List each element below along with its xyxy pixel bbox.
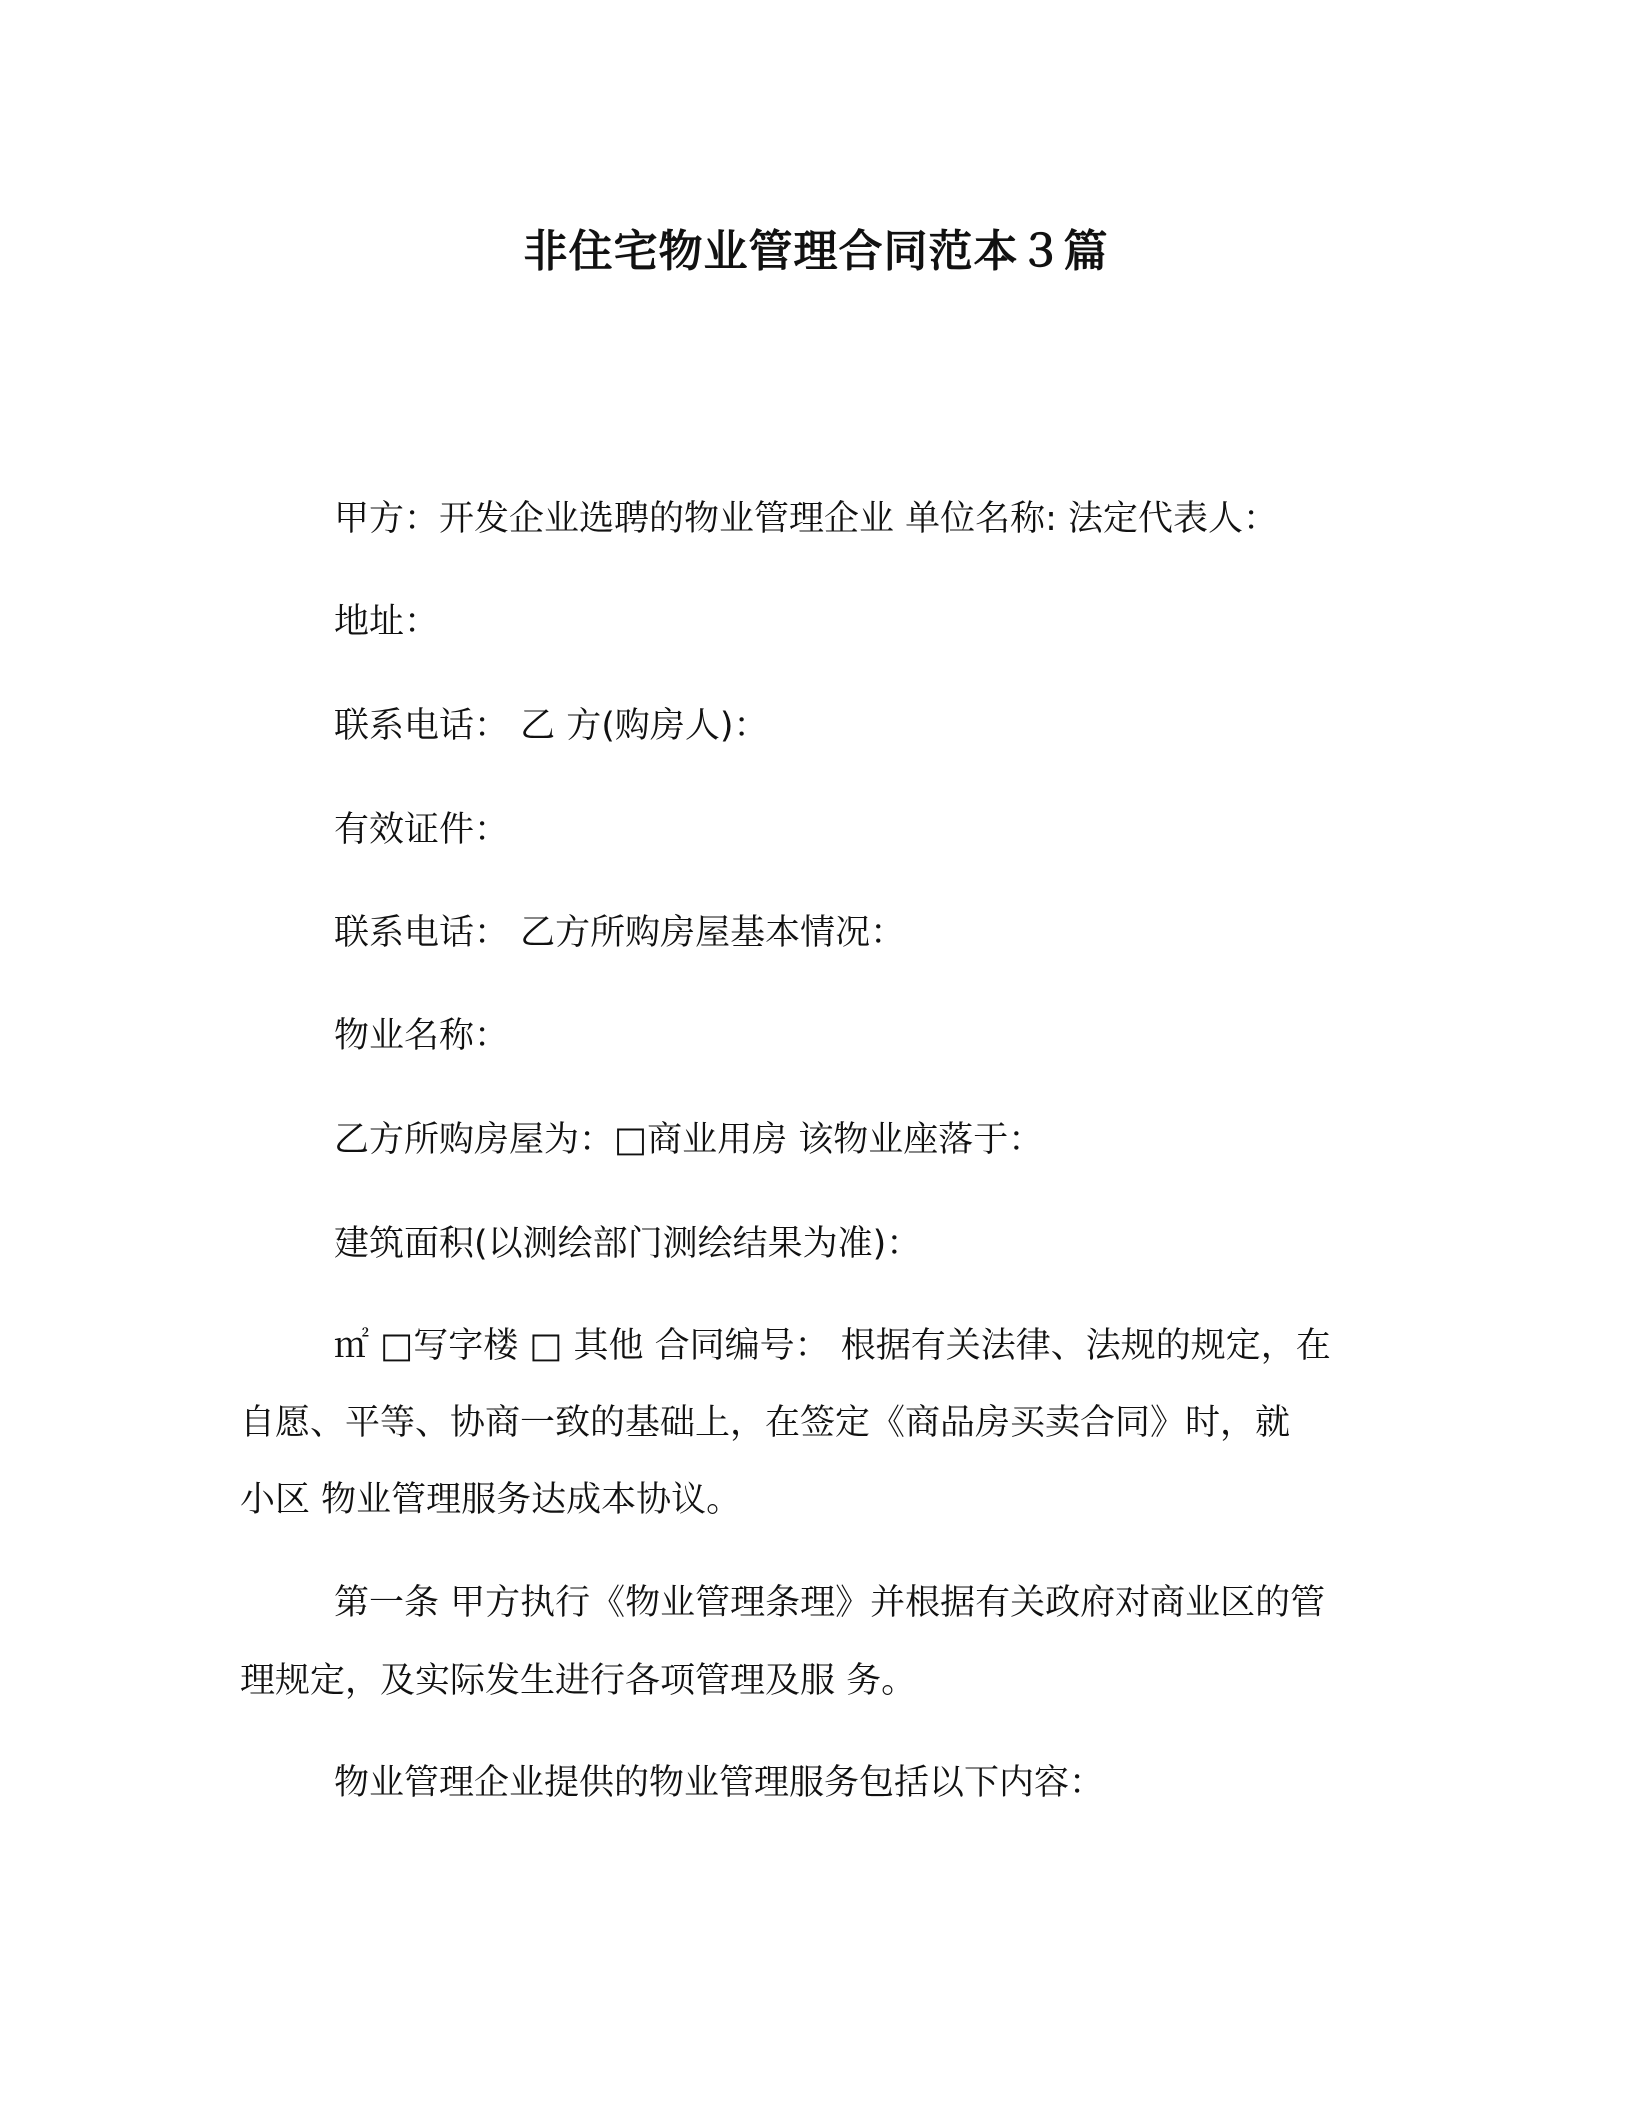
article-one-line: 第一条 甲方执行《物业管理条理》并根据有关政府对商业区的管: [334, 1583, 1326, 1623]
party-a-line: 甲方：开发企业选聘的物业管理企业 单位名称: 法定代表人：: [334, 499, 1279, 539]
phone-house-info-line: 联系电话： 乙方所购房屋基本情况：: [334, 913, 906, 953]
building-area-line: 建筑面积(以测绘部门测绘结果为准)：: [334, 1224, 922, 1264]
paragraph-line: 小区 物业管理服务达成本协议。: [240, 1480, 742, 1520]
article-one-line: 理规定，及实际发生进行各项管理及服 务。: [240, 1661, 917, 1701]
document-title: 非住宅物业管理合同范本３篇: [523, 226, 1109, 277]
house-type-line: 乙方所购房屋为：□商业用房 该物业座落于：: [334, 1120, 1044, 1160]
paragraph-line: ㎡ □写字楼 □ 其他 合同编号： 根据有关法律、法规的规定，在: [334, 1326, 1331, 1366]
services-intro-line: 物业管理企业提供的物业管理服务包括以下内容：: [334, 1763, 1105, 1803]
property-name-line: 物业名称：: [334, 1016, 510, 1056]
valid-id-line: 有效证件：: [334, 810, 510, 850]
address-line: 地址：: [334, 602, 440, 642]
phone-party-b-line: 联系电话： 乙 方(购房人)：: [334, 706, 769, 746]
paragraph-line: 自愿、平等、协商一致的基础上，在签定《商品房买卖合同》时，就: [240, 1403, 1291, 1443]
